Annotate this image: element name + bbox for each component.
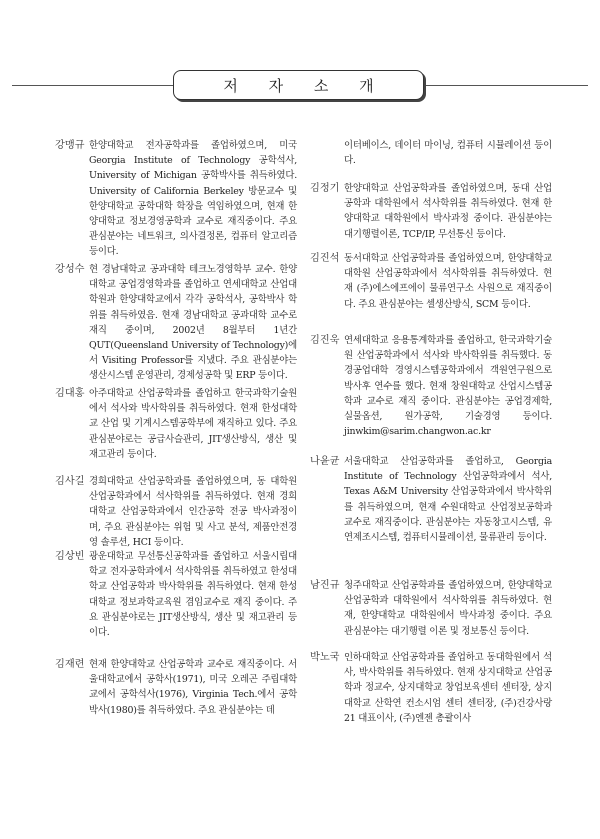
- author-name: 박노국: [310, 652, 340, 663]
- author-bio: 한양대학교 전자공학과를 졸업하였으며, 미국 Georgia Institute of Technology 공학석사, University of Michigan 공학박사를 취득하였다. University of California Berkeley 방문교수 및 한양대학교 공학대학 학장을 역임하였으며, 현재 한양대학교 정보경영공학과 교수로 재직중이다. 주요 관심분야는 네트워크, 의사결정론, 컴퓨터 알고리즘 등이다.: [89, 140, 297, 258]
- author-bio: 연세대학교 응용통계학과를 졸업하고, 한국과학기술원 산업공학과에서 석사와 박사학위를 취득했다. 동경공업대학 경영시스템공학과에서 객원연구원으로 박사후 연수를 했다. 현재 창원대학교 산업시스템공학과 교수로 재직 중이다. 관심분야는 공업경제학, 실물옵션, 원가공학, 기술경영 등이다. jinwkim@sarim.changwon.ac.kr: [344, 335, 552, 438]
- author-bio: 인하대학교 산업공학과를 졸업하고 동대학원에서 석사, 박사학위를 취득하였다. 현재 상지대학교 산업공학과 정교수, 상지대학교 창업보육센터 센터장, 상지대학교 산학연 컨소시엄 센터 센터장, (주)건강사랑21 대표이사, (주)엔젠 총괄이사: [344, 652, 552, 724]
- author-entry: [310, 251, 552, 312]
- author-entry: [55, 474, 297, 550]
- author-entry: [55, 386, 297, 462]
- author-bio: 서울대학교 산업공학과를 졸업하고, Georgia Institute of Technology 산업공학과에서 석사, Texas A&M University 산업공학과에서 박사학위를 취득하였으며, 현재 수원대학교 산업정보공학과 교수로 재직중이다. 관심분야는 자동창고시스템, 유연제조시스템, 컴퓨터시뮬레이션, 물류관리 등이다.: [344, 456, 552, 544]
- author-name: 김사길: [55, 476, 85, 487]
- author-entry: [55, 138, 297, 260]
- author-bio: 이터베이스, 데이터 마이닝, 컴퓨터 시뮬레이션 등이다.: [344, 140, 552, 167]
- author-entry: [55, 549, 297, 640]
- author-entry: [55, 657, 297, 718]
- author-name: [310, 138, 344, 168]
- page-title: 저 자 소 개: [173, 70, 424, 100]
- author-entry: [55, 262, 297, 384]
- author-name: 김대홍: [55, 388, 85, 399]
- author-bio: 현재 한양대학교 산업공학과 교수로 재직중이다. 서울대학교에서 공학사(1971), 미국 오레곤 주립대학교에서 공학석사(1976), Virginia Tech.에서 공학박사(1980)를 취득하였다. 주요 관심분야는 데: [89, 659, 297, 716]
- author-entry: [310, 578, 552, 639]
- author-name: 나윤균: [310, 456, 340, 467]
- author-name: 김정기: [310, 183, 340, 194]
- author-bio: 아주대학교 산업공학과를 졸업하고 한국과학기술원에서 석사와 박사학위를 취득하였다. 현재 한성대학교 산업 및 기계시스템공학부에 재직하고 있다. 주요 관심분야로는 공급사슬관리, JIT생산방식, 생산 및 재고관리 등이다.: [89, 388, 297, 460]
- author-bio: 동서대학교 산업공학과를 졸업하였으며, 한양대학교 대학원 산업공학과에서 석사학위를 취득하였다. 현재 (주)에스에프에이 물류연구소 사원으로 재직중이다. 주요 관심분야는 셀생산방식, SCM 등이다.: [344, 253, 552, 310]
- author-entry: [310, 138, 552, 168]
- author-name: 김재련: [55, 659, 85, 670]
- author-bio: 경희대학교 산업공학과를 졸업하였으며, 동 대학원 산업공학과에서 석사학위를 취득하였다. 현재 경희대학교 산업공학과에서 인간공학 전공 박사과정이며, 주요 관심분야는 위험 및 사고 분석, 제품안전경영 솔루션, HCI 등이다.: [89, 476, 297, 548]
- author-name: 강맹규: [55, 140, 85, 151]
- author-name: 김진석: [310, 253, 340, 264]
- author-name: 남진규: [310, 580, 340, 591]
- author-bio: 현 경남대학교 공과대학 테크노경영학부 교수. 한양대학교 공업경영학과를 졸업하고 연세대학교 산업대학원과 한양대학교에서 각각 공학석사, 공학박사 학위를 취득하였음. 현재 경남대학교 공과대학 교수로 재직 중이며, 2002년 8월부터 1년간 QUT(Queensland University of Technology)에서 Visiting Professor를 지냈다. 주요 관심분야는 생산시스템 운영관리, 경제성공학 및 ERP 등이다.: [89, 264, 297, 382]
- author-entry: [310, 181, 552, 242]
- author-bio: 광운대학교 무선통신공학과를 졸업하고 서울시립대학교 전자공학과에서 석사학위를 취득하였고 한성대학교 산업공학과 박사학위를 취득하였다. 현재 한성대학교 정보과학교육원 겸임교수로 재직 중이다. 주요 관심분야로는 JIT생산방식, 생산 및 재고관리 등이다.: [89, 551, 297, 639]
- author-entry: [310, 650, 552, 726]
- author-entry: [310, 454, 552, 545]
- author-name: 김진욱: [310, 335, 340, 346]
- author-entry: [310, 333, 552, 439]
- author-name: 김상빈: [55, 551, 85, 562]
- author-name: 강성수: [55, 264, 85, 275]
- author-bio: 청주대학교 산업공학과를 졸업하였으며, 한양대학교 산업공학과 대학원에서 석사학위를 취득하였다. 현재, 한양대학교 대학원에서 박사과정 중이다. 주요 관심분야는 대기행렬 이론 및 정보통신 등이다.: [344, 580, 552, 637]
- title-banner: [0, 66, 600, 106]
- author-bio: 한양대학교 산업공학과를 졸업하였으며, 동대 산업공학과 대학원에서 석사학위를 취득하였다. 현재 한양대학교 대학원에서 박사과정 중이다. 관심분야는 대기행렬이론, TCP/IP, 무선통신 등이다.: [344, 183, 552, 240]
